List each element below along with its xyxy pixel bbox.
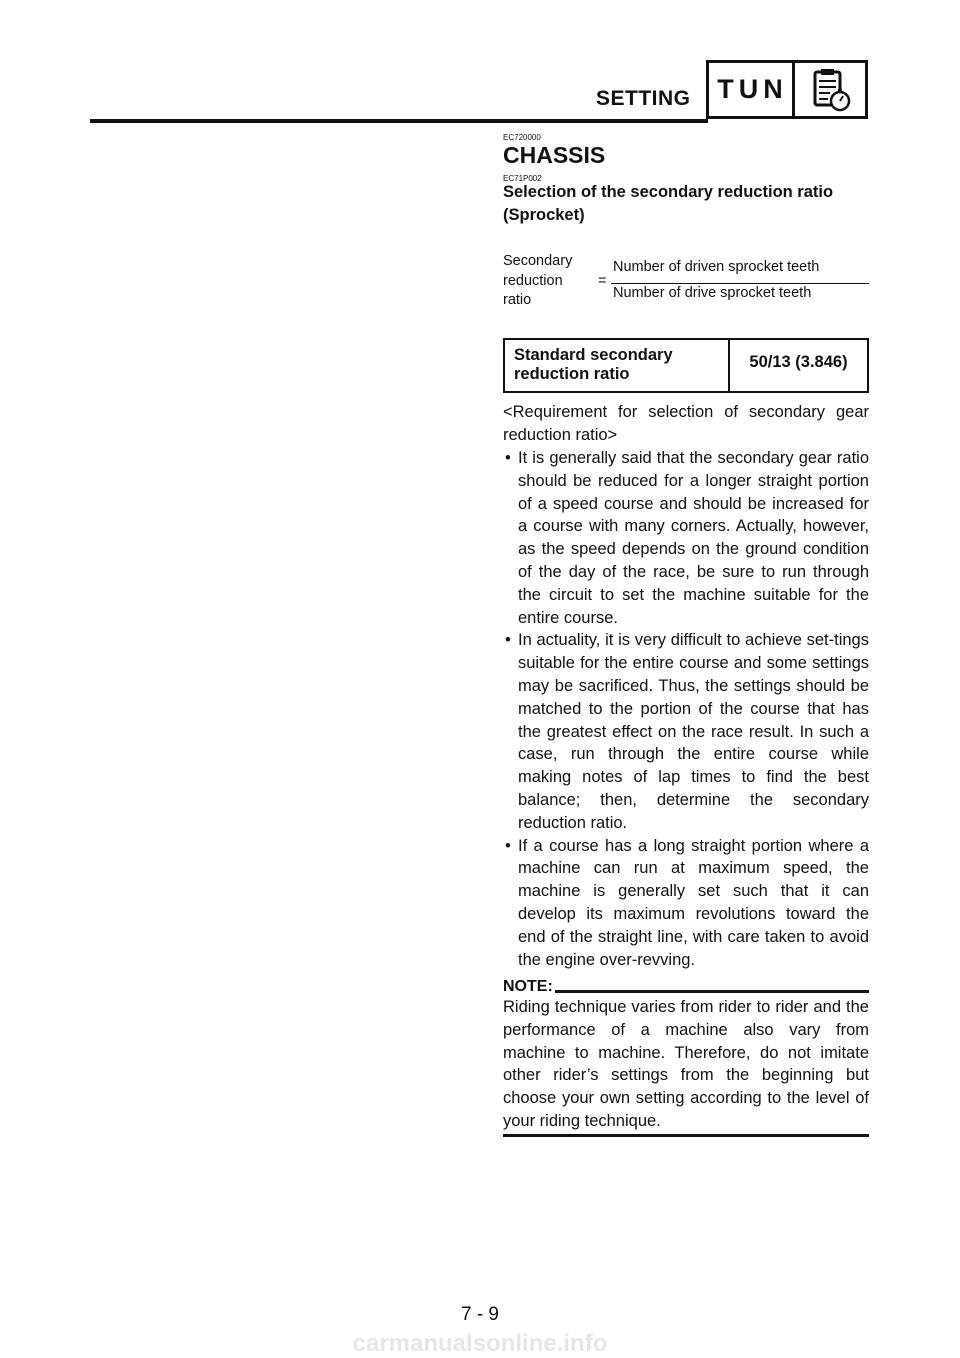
page-number: 7 - 9 xyxy=(460,1304,500,1325)
fraction-bar xyxy=(611,283,869,284)
spec-label xyxy=(505,340,730,391)
note-label: NOTE: xyxy=(503,978,553,995)
bullet-glyph: • xyxy=(505,631,511,650)
subsection-code: EC71P002 xyxy=(503,174,542,183)
spec-label-line: Standard secondary xyxy=(514,346,673,364)
header-rule xyxy=(90,119,708,123)
requirement-heading: <Requirement for selection of secondary gear reduction ratio> xyxy=(503,403,869,444)
formula-numerator: Number of driven sprocket teeth xyxy=(613,259,820,275)
formula-label xyxy=(503,252,572,311)
section-code: EC720000 xyxy=(503,133,541,142)
watermark: carmanualsonline.info xyxy=(352,1330,608,1357)
note-end-rule xyxy=(503,1134,869,1137)
section-title: SETTING xyxy=(596,87,691,110)
formula-equals: = xyxy=(598,273,607,289)
subsection-heading-line1: Selection of the secondary reduction ratio xyxy=(503,183,834,201)
bullet-glyph: • xyxy=(505,836,511,855)
section-badge xyxy=(706,60,868,119)
badge-text: TUN xyxy=(709,63,795,116)
formula-label-line: Secondary xyxy=(503,253,573,269)
chassis-heading: CHASSIS xyxy=(503,142,606,168)
list-item-text: It is generally said that the secondary gear ratio should be reduced for a longer straight portion of a speed course and should be increased for a course with many corners. Actually, however, as the speed depends on the ground condition of the day of the race, be sure to run through the circuit to set the machine suitable for the entire course. xyxy=(518,449,869,627)
spec-table xyxy=(503,338,869,393)
bullet-glyph: • xyxy=(505,449,511,467)
subsection-heading-line2: (Sprocket) xyxy=(503,206,585,224)
bullet-list xyxy=(503,447,869,971)
list-item xyxy=(503,629,869,834)
list-item xyxy=(503,447,869,629)
clipboard-stopwatch-icon xyxy=(795,63,865,116)
list-item xyxy=(503,835,869,972)
note-text: Riding technique varies from rider to rider and the performance of a machine also vary from machine to machine. Therefore, do not imitate other rider’s settings from the beginning but choose your own setting according to the level of your riding technique. xyxy=(503,998,869,1130)
formula-denominator: Number of drive sprocket teeth xyxy=(613,285,812,301)
formula-label-line: ratio xyxy=(503,292,532,308)
list-item-text: In actuality, it is very difficult to achieve set-tings suitable for the entire course and some settings may be sacrificed. Thus, the settings should be matched to the portion of the course that has the greatest effect on the race result. In such a case, run through the entire course while making notes of lap times to find the best balance; then, determine the secondary reduction ratio. xyxy=(518,631,869,832)
spec-value: 50/13 (3.846) xyxy=(749,353,848,371)
note-rule xyxy=(555,990,869,993)
spec-label-line: reduction ratio xyxy=(514,365,630,383)
list-item-text: If a course has a long straight portion where a machine can run at maximum speed, the machine is generally set such that it can develop its maximum revolutions toward the end of the straight line, with care taken to avoid the engine over-revving. xyxy=(518,836,869,969)
formula-label-line: reduction xyxy=(503,272,563,289)
